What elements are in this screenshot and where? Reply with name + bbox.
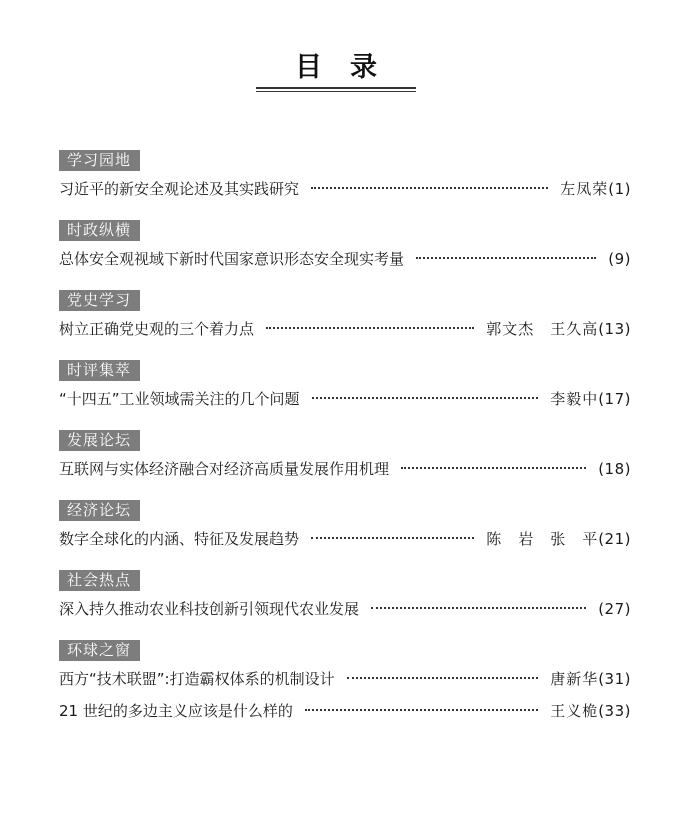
toc-entry[interactable] bbox=[59, 668, 631, 690]
section-tag: 环球之窗 bbox=[59, 640, 140, 661]
toc-entry[interactable] bbox=[59, 598, 631, 620]
toc-entry[interactable] bbox=[59, 528, 631, 550]
entry-page-number: (21) bbox=[598, 530, 631, 548]
toc-entry[interactable] bbox=[59, 178, 631, 200]
entry-page-number: (31) bbox=[598, 670, 631, 688]
entry-author: 唐新华 bbox=[550, 670, 599, 688]
toc-section bbox=[59, 430, 631, 480]
toc-section bbox=[59, 360, 631, 410]
dot-leader bbox=[401, 467, 586, 469]
entry-title: 西方“技术联盟”:打造霸权体系的机制设计 bbox=[59, 670, 335, 688]
toc-section bbox=[59, 640, 631, 722]
page-title: 目录 bbox=[295, 52, 405, 83]
entry-title: 树立正确党史观的三个着力点 bbox=[59, 320, 255, 338]
dot-leader bbox=[266, 327, 474, 329]
toc-entry[interactable] bbox=[59, 248, 631, 270]
entry-author: 李毅中 bbox=[550, 390, 599, 408]
title-underline bbox=[256, 87, 416, 89]
section-tag: 社会热点 bbox=[59, 570, 140, 591]
toc-section bbox=[59, 150, 631, 200]
entry-page-number: (1) bbox=[608, 180, 631, 198]
entry-page-number: (13) bbox=[598, 320, 631, 338]
toc-entry[interactable] bbox=[59, 458, 631, 480]
dot-leader bbox=[311, 187, 548, 189]
entry-page-number: (18) bbox=[598, 460, 631, 478]
section-tag: 党史学习 bbox=[59, 290, 140, 311]
dot-leader bbox=[311, 537, 474, 539]
entry-title: 总体安全观视域下新时代国家意识形态安全现实考量 bbox=[59, 250, 405, 268]
dot-leader bbox=[312, 397, 539, 399]
dot-leader bbox=[347, 677, 539, 679]
entry-title: “十四五”工业领域需关注的几个问题 bbox=[59, 390, 300, 408]
entry-page-number: (9) bbox=[608, 250, 631, 268]
entry-title: 21 世纪的多边主义应该是什么样的 bbox=[59, 702, 293, 720]
entry-title: 习近平的新安全观论述及其实践研究 bbox=[59, 180, 300, 198]
toc-entry[interactable] bbox=[59, 318, 631, 340]
dot-leader bbox=[305, 709, 538, 711]
title-underline-thin bbox=[256, 91, 416, 92]
entry-page-number: (17) bbox=[598, 390, 631, 408]
entry-page-number: (27) bbox=[598, 600, 631, 618]
toc-section bbox=[59, 500, 631, 550]
table-of-contents bbox=[59, 150, 631, 742]
entry-title: 互联网与实体经济融合对经济高质量发展作用机理 bbox=[59, 460, 390, 478]
section-tag: 发展论坛 bbox=[59, 430, 140, 451]
dot-leader bbox=[371, 607, 586, 609]
entry-author: 王义桅 bbox=[550, 702, 599, 720]
entry-author: 郭文杰 王久高 bbox=[486, 320, 599, 338]
entry-page-number: (33) bbox=[598, 702, 631, 720]
section-tag: 学习园地 bbox=[59, 150, 140, 171]
entry-author: 陈 岩 张 平 bbox=[486, 530, 599, 548]
dot-leader bbox=[416, 257, 596, 259]
toc-entry[interactable] bbox=[59, 700, 631, 722]
section-tag: 时评集萃 bbox=[59, 360, 140, 381]
section-tag: 时政纵横 bbox=[59, 220, 140, 241]
toc-section bbox=[59, 570, 631, 620]
toc-section bbox=[59, 290, 631, 340]
entry-author: 左凤荣 bbox=[560, 180, 609, 198]
section-tag: 经济论坛 bbox=[59, 500, 140, 521]
entry-title: 深入持久推动农业科技创新引领现代农业发展 bbox=[59, 600, 360, 618]
toc-section bbox=[59, 220, 631, 270]
entry-title: 数字全球化的内涵、特征及发展趋势 bbox=[59, 530, 300, 548]
toc-heading-block bbox=[256, 52, 416, 92]
toc-entry[interactable] bbox=[59, 388, 631, 410]
